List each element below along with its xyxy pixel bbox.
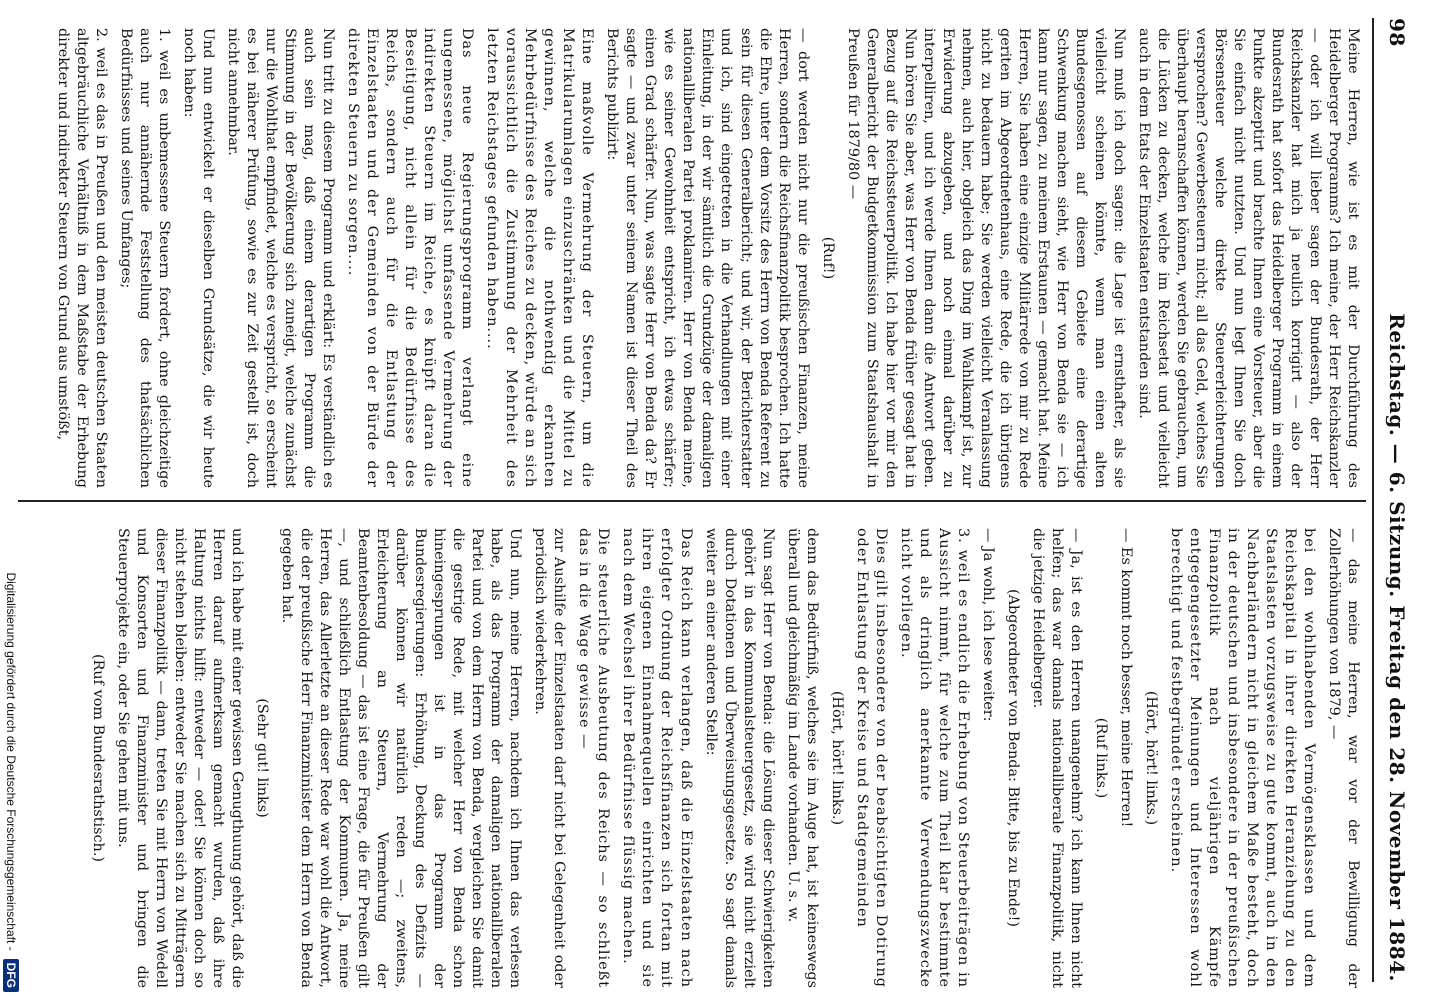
interjection: (Sehr gut! links) xyxy=(254,698,271,818)
interjection: (Ruf links.) xyxy=(1092,717,1109,799)
paragraph: Nun tritt zu diesem Programm und erklärt: Es verständlich es auch sein mag, daß einem derartigen Programm die Stimmung in der Bevölkerung sich zuneigt, welche zunächst nur die Wohlthat empfindet, welche es verspricht, so erscheint es bei näherer Prüfung, sowie es zur Zeit gestellt ist, doch nicht annehmbar. xyxy=(225,28,337,488)
list-item: 2. weil es das in Preußen und den meisten deutschen Staaten altgebräuchliche Verhältniß in dem Maßstabe der Erhebung direkter und indirekter Steuern von Grund aus umstößt, xyxy=(54,28,110,488)
paragraph: Und nun entwickelt er dieselben Grundsätze, die wir heute noch haben: xyxy=(181,28,217,488)
interjection: (Abgeordneter von Benda: Bitte, bis zu Ende!) xyxy=(1004,589,1021,927)
paragraph: zur Aushilfe der Einzelstaaten darf nicht bei Gelegenheit oder periodisch wiederkehren. xyxy=(532,528,568,988)
paragraph: Nun sagt Herr von Benda: die Lösung dieser Schwierigkeiten gehört in das Kommunalsteuergesetz, sie wird nicht erzielt durch Dotationen und Überweisungsgesetze. So sagt damals weiter an einer anderen Stelle: xyxy=(702,528,776,988)
header-rule xyxy=(1372,18,1374,982)
quotation: 3. weil es endlich die Erhebung von Steuerbeiträgen in Aussicht nimmt, für welche zum Theil klar bestimmte und als dringlich anerkannte Verwendungszwecke nicht vorliegen. xyxy=(897,528,971,988)
quotation: Das Reich kann verlangen, daß die Einzelstaaten nach erfolgter Ordnung der Reichsfinanzen sich fortan mit ihren eigenen Einnahmequellen einrichten und sie nach dem Wechsel ihrer Bedürfnisse flüssig machen. xyxy=(620,528,694,988)
interjection: (Hört, hört! links.) xyxy=(1142,690,1159,826)
dfg-logo: DFG xyxy=(3,959,19,992)
column-divider xyxy=(18,500,1366,502)
list-item: 1. weil es unbemessene Steuern fordert, ohne gleichzeitige auch nur annähernde Feststellung des thatsächlichen Bedürfnisses und seines Umfanges; xyxy=(118,28,173,488)
page-header xyxy=(1380,18,1414,982)
page-title: Reichstag. — 6. Sitzung. Freitag den 28. November 1884. xyxy=(1385,313,1409,982)
interjection: (Hört, hört! links.) xyxy=(828,690,845,826)
credit-text: Digitalisierung gefördert durch die Deutsche Forschungsgemeinschaft - xyxy=(4,572,18,951)
quotation: Dies gilt insbesondere von der beabsichtigten Dotirung oder Entlastung der Kreise und Stadtgemeinden xyxy=(853,528,889,988)
right-column xyxy=(18,522,1362,994)
quotation: bei den wohlhabenden Vermögensklassen und dem Reichskapital in ihrer direkten Heranziehung zu den Staatslasten vorzugsweise zu gute kommt, auch in den Nachbarländern nicht in gleichem Maße besteht, doch in der deutschen und insbesondere in der preußischen Finanzpolitik nach vieljährigen Kämpfe entgegengesetzter Meinungen und Interessen wohl berechtigt und festbegründet erscheinen. xyxy=(1167,528,1317,988)
interjection: (Ruf!) xyxy=(819,236,836,280)
paragraph: und ich habe mit einer gewissen Genugthuung gehört, daß die Herren darauf aufmerksam gemacht wurden, daß ihre Haltung nichts hilft: entweder — oder! Sie können doch so nicht stehen bleiben: entweder Sie machen sich zu Mitträgern dieser Finanzpolitik — dann, treten Sie mit Herrn von Wedell und Konsorten und Finanzminister und bringen die Steuerprojekte ein, oder Sie gehen mit uns. xyxy=(115,528,246,988)
paragraph: — Ja wohl, ich lese weiter: xyxy=(979,528,996,722)
page-number: 98 xyxy=(1385,18,1409,47)
quotation: Das neue Regierungsprogramm verlangt eine ungemessene, möglichst umfassende Vermehrung der indirekten Steuern im Reiche, es knüpft daran die Beseitigung, nicht allein für die Bedürfnisse des Reichs, sondern auch für die Entlastung der Einzelstaaten und der Gemeinden von der Bürde der direkten Steuern zu sorgen.... xyxy=(345,28,476,488)
left-column xyxy=(18,22,1362,494)
paragraph: Meine Herren, wie ist es mit der Durchführung des Heidelberger Programms? Ich meine, der Herr Reichskanzler — oder ich will lieber sagen der Bundesrath, der Herr Reichskanzler hat mich ja neulich korrigirt — also der Bundesrath hat sofort das Heidelberger Programm in einem Punkte akzeptirt und brachte Ihnen eine Vorsteuer, aber die Sie einfach nicht nutzten. Und nun legt Ihnen Sie doch Börsensteuer welche direkte Steuererleichterungen versprochen? Gewerbesteuern nicht; all das Geld, welches Sie überhaupt heranschaffen können, werden Sie gebrauchen, um die Lücken zu decken, welche im Reichsetat und vielleicht auch in dem Etats der Einzelstaaten entstanden sind. xyxy=(1135,28,1361,488)
paragraph: Nun muß ich doch sagen: die Lage ist ernsthafter, als sie vielleicht scheinen könnte, wenn man einen alten Bundesgenossen auf diesem Gebiete eine derartige Schwenkung machen sieht, wie Herr von Benda sie — ich kann nur sagen, zu meinem Erstaunen — gemacht hat. Meine Herren, Sie haben eine einzige Militärrede von mir zu Rede geriten im Abgeordnetenhaus, eine Rede, die ich übrigens nicht zu bedauern habe; Sie werden vielleicht Veranlassung nehmen, auch hier, obgleich das Ding im Wahlkampf ist, zur Erwiderung abzugeben, und noch einmal darüber zu interpelliren, und ich werde Ihnen dann die Antwort geben. Nun hören Sie aber, was Herr von Benda früher gesagt hat in Bezug auf die Reichssteuerpolitik. Ich habe hier vor mir den Generalbericht der Budgetkommission zum Staatshaushalt in Preußen für 1879/80 — xyxy=(844,28,1127,488)
paragraph: — dort werden nicht nur die preußischen Finanzen, meine Herren, sondern die Reichsfinanzpolitik besprochen. Ich hatte die Ehre, unter dem Vorsitz des Herrn von Benda Referent zu sein für diesen Generalbericht; und wir, der Berichterstatter und ich, sind eingetreten in die Verhandlungen mit einer Einleitung, in der wir sämtlich die Grundzüge der damaligen nationalliberalen Partei proklamiren. Herr von Benda meine, wie es seiner Gewohnheit entspricht, ich etwas schärfer; einen Grad schärfer. Nun, was sagte Herr von Benda da? Er sagte — und zwar unter seinem Namen ist dieser Theil des Berichts publizirt: xyxy=(604,28,811,488)
paragraph: — Ja, ist es den Herren unangenehm? ich kann Ihnen nicht helfen; das war damals nationalliberale Finanzpolitik, nicht die jetzige Heidelberger. xyxy=(1029,528,1084,988)
paragraph: Und nun, meine Herren, nachdem ich Ihnen das verlesen habe, als das Programm der damaligen nationalliberalen Partei und von dem Herrn von Benda, vergleichen Sie damit die gestrige Rede, mit welcher Herr von Benda schon hineingesprungen ist in das Programm der Bundesregierungen: Erhöhung, Deckung des Defizits — darüber können wir natürlich reden —; zweitens, Erleichterung an Steuern, Vermehrung der Beamtenbesoldung — das ist eine Frage, die für Preußen gilt —, und schließlich Entlastung der Kommunen. Ja, meine Herren, das Allerletzte an dieser Rede war wohl die Antwort, die der preußische Herr Finanzminister dem Herrn von Benda gegeben hat. xyxy=(279,528,524,988)
quotation: Eine maßvolle Vermehrung der Steuern, um die Matrikularumlagen einzuschränken und die Mittel zu gewinnen, welche die nothwendig erkannten Mehrbedürfnisse des Reiches zu decken, würde an sich voraussichtlich die Zustimmung der Mehrheit des letzten Reichstages gefunden haben.... xyxy=(484,28,596,488)
quotation: Die steuerliche Ausbeutung des Reichs — so schließt das in die Wage gewisse — xyxy=(576,528,612,988)
paragraph: — Es kommt noch besser, meine Herren! xyxy=(1117,528,1134,828)
header-left xyxy=(1385,18,1409,47)
paragraph: — das meine Herren, war vor der Bewilligung der Zollerhöhungen von 1879, — xyxy=(1325,528,1361,988)
paragraph: denn das Bedürfniß, welches sie im Auge hat, ist keineswegs überall und gleichmäßig im Lande vorhanden. U. s. w. xyxy=(784,528,820,988)
digitization-credit xyxy=(2,8,20,992)
interjection: (Ruf vom Bundesrathstisch.) xyxy=(90,653,107,863)
